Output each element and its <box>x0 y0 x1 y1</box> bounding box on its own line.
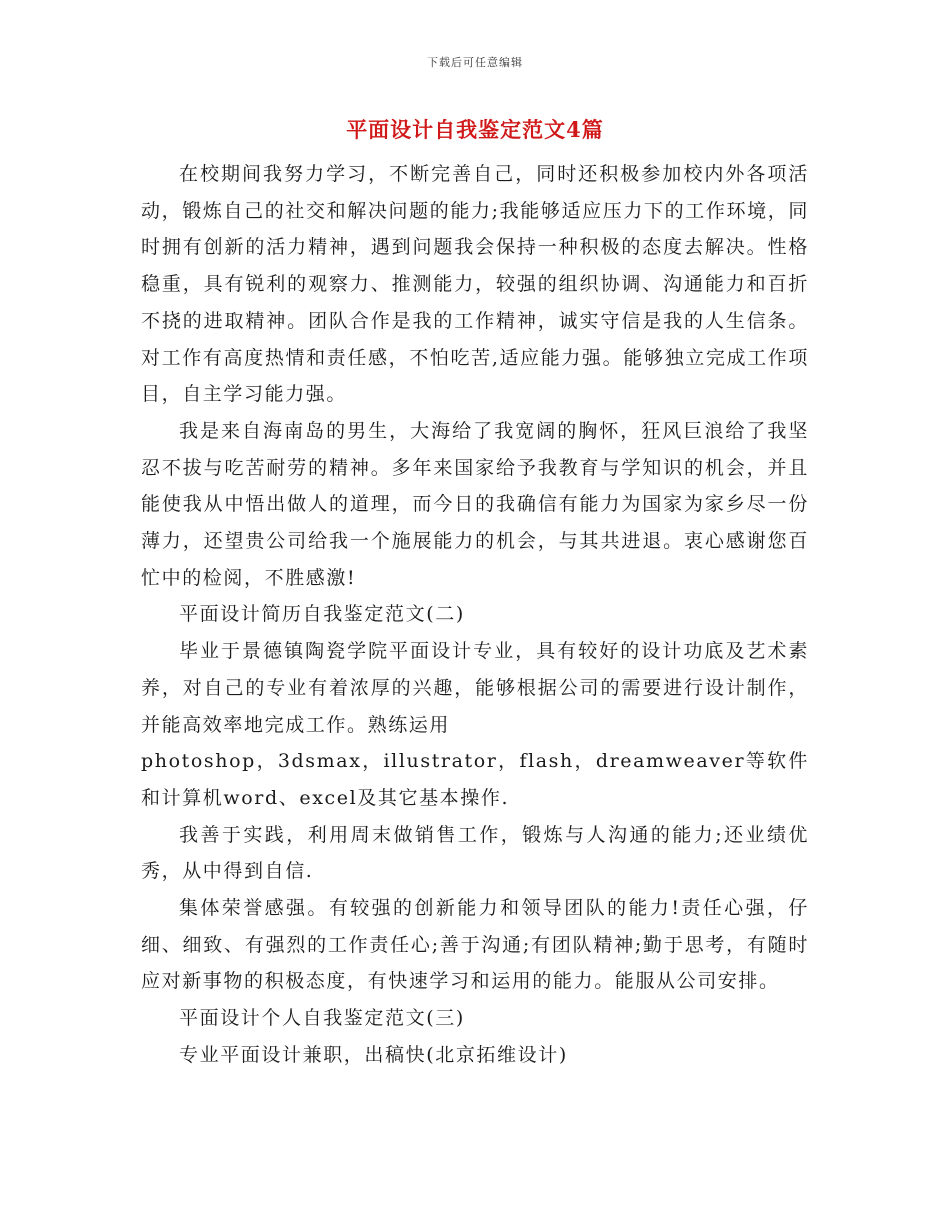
header-note: 下载后可任意编辑 <box>427 56 523 69</box>
paragraph-2: 我是来自海南岛的男生，大海给了我宽阔的胸怀，狂风巨浪给了我坚忍不拔与吃苦耐劳的精神。多年来国家给予我教育与学知识的机会，并且能使我从中悟出做人的道理，而今日的我确信有能力为国家为家乡尽一份薄力，还望贵公司给我一个施展能力的机会，与其共进退。衷心感谢您百忙中的检阅，不胜感激! <box>141 419 809 589</box>
paragraph-4: 我善于实践，利用周末做销售工作，锻炼与人沟通的能力;还业绩优秀，从中得到自信. <box>141 823 809 883</box>
document-body <box>141 156 809 1074</box>
paragraph-software: photoshop，3dsmax，illustrator，flash，dreamweaver等软件和计算机word、excel及其它基本操作. <box>141 750 809 809</box>
paragraph-6: 专业平面设计兼职，出稿快(北京拓维设计) <box>179 1043 568 1066</box>
section-heading-3: 平面设计个人自我鉴定范文(三) <box>179 1007 465 1030</box>
document-title: 平面设计自我鉴定范文4篇 <box>346 117 604 142</box>
paragraph-5: 集体荣誉感强。有较强的创新能力和领导团队的能力!责任心强，仔细、细致、有强烈的工作责任心;善于沟通;有团队精神;勤于思考，有随时应对新事物的积极态度，有快速学习和运用的能力。能服从公司安排。 <box>141 897 809 993</box>
paragraph-1: 在校期间我努力学习，不断完善自己，同时还积极参加校内外各项活动，锻炼自己的社交和解决问题的能力;我能够适应压力下的工作环境，同时拥有创新的活力精神，遇到问题我会保持一种积极的态度去解决。性格稳重，具有锐利的观察力、推测能力，较强的组织协调、沟通能力和百折不挠的进取精神。团队合作是我的工作精神，诚实守信是我的人生信条。对工作有高度热情和责任感，不怕吃苦,适应能力强。能够独立完成工作项目，自主学习能力强。 <box>141 163 809 406</box>
paragraph-3: 毕业于景德镇陶瓷学院平面设计专业，具有较好的设计功底及艺术素养，对自己的专业有着浓厚的兴趣，能够根据公司的需要进行设计制作，并能高效率地完成工作。熟练运用 <box>141 640 809 736</box>
section-heading-2: 平面设计简历自我鉴定范文(二) <box>179 603 465 626</box>
